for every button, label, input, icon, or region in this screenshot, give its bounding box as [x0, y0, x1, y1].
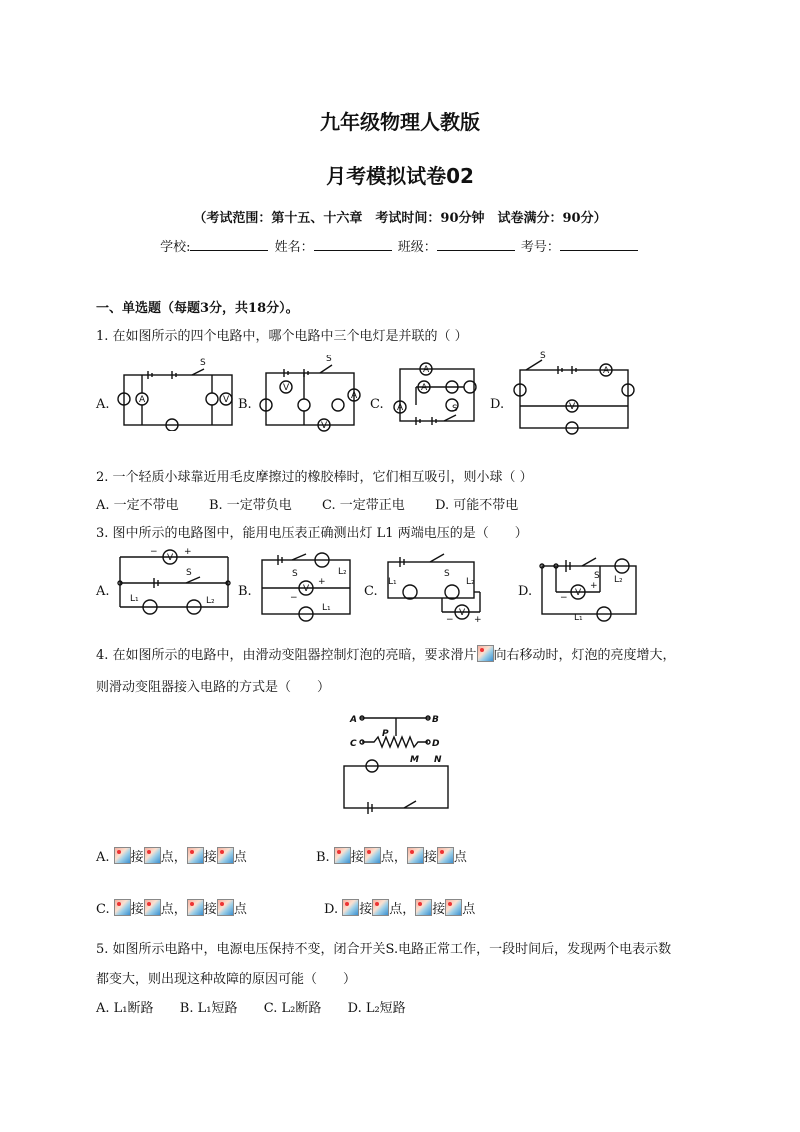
svg-text:V: V: [459, 608, 466, 618]
svg-text:V: V: [569, 402, 576, 412]
q4-stem-part1: 4. 在如图所示的电路中，由滑动变阻器控制灯泡的亮暗，要求滑片: [96, 648, 477, 663]
q2-option-c[interactable]: C. 一定带正电: [322, 498, 405, 513]
svg-text:+: +: [590, 581, 598, 591]
svg-text:S: S: [540, 351, 546, 361]
switch-label: S: [200, 358, 206, 368]
svg-text:V: V: [321, 421, 328, 431]
q1-circuit-b: [254, 355, 364, 435]
q4-stem-line2: 则滑动变阻器接入电路的方式是（ ）: [96, 680, 331, 695]
svg-text:L₁: L₁: [322, 603, 331, 613]
page-title: 九年级物理人教版: [320, 110, 480, 134]
terminal-image: [364, 847, 381, 864]
q1-stem: 1. 在如图所示的四个电路中，哪个电路中三个电灯是并联的（ ）: [96, 329, 468, 344]
q2-options: [96, 494, 518, 513]
terminal-image: [334, 847, 351, 864]
terminal-image: [144, 899, 161, 916]
terminal-image: [187, 899, 204, 916]
terminal-image: [342, 899, 359, 916]
q2-stem: 2. 一个轻质小球靠近用毛皮摩擦过的橡胶棒时，它们相互吸引，则小球（ ）: [96, 470, 533, 485]
q4-option-b[interactable]: B. 接 点， 接 点: [316, 846, 467, 865]
svg-text:+: +: [184, 547, 192, 557]
svg-text:P: P: [382, 729, 389, 739]
slider-p-image: [477, 645, 494, 662]
svg-text:S: S: [292, 569, 298, 579]
q1-circuit-c: [386, 355, 486, 435]
q1-label-b: B.: [238, 397, 252, 412]
q2-option-b[interactable]: B. 一定带负电: [208, 498, 292, 513]
q1-label-a: A.: [96, 397, 110, 412]
svg-text:L₂: L₂: [614, 575, 623, 585]
terminal-image: [217, 847, 234, 864]
q3-label-d: D.: [518, 584, 533, 599]
svg-text:D: D: [432, 739, 440, 749]
svg-text:N: N: [434, 755, 442, 765]
svg-text:A: A: [603, 366, 610, 376]
svg-text:+: +: [474, 615, 482, 624]
number-label: 考号：: [520, 240, 560, 255]
q3-stem: 3. 图中所示的电路图中，能用电压表正确测出灯 L1 两端电压的是（ ）: [96, 526, 528, 541]
svg-text:V: V: [575, 588, 582, 598]
student-info: [0, 236, 800, 255]
terminal-image: [445, 899, 462, 916]
svg-text:−: −: [446, 615, 454, 624]
terminal-image: [144, 847, 161, 864]
section-title: 一、单选题（每题3分，共18分）。: [96, 301, 299, 316]
q4-option-a[interactable]: A. 接 点， 接 点: [96, 846, 247, 865]
svg-text:L₁: L₁: [574, 613, 583, 623]
q5-stem: 5. 如图所示电路中，电源电压保持不变，闭合开关S.电路正常工作，一段时间后，发现两个电表示数: [96, 942, 672, 957]
q3-circuit-d: [534, 548, 646, 628]
q4-stem-part2: 向右移动时，灯泡的亮度增大，: [493, 648, 676, 663]
svg-text:S: S: [186, 568, 192, 578]
svg-text:S: S: [594, 571, 600, 581]
svg-text:−: −: [150, 547, 158, 557]
svg-text:A: A: [350, 715, 357, 725]
q5-option-b[interactable]: B. L₁短路: [179, 1001, 238, 1016]
q5-options: [96, 997, 406, 1016]
q1-circuit-d: [506, 350, 636, 435]
svg-text:A: A: [351, 391, 358, 401]
q3-label-b: B.: [238, 584, 252, 599]
page-subtitle: 月考模拟试卷02: [326, 164, 474, 188]
q4-rheostat-circuit: [336, 706, 466, 818]
svg-text:L₂: L₂: [338, 567, 347, 577]
school-label: 学校:: [160, 240, 191, 255]
svg-text:−: −: [290, 593, 298, 603]
class-blank[interactable]: [437, 237, 515, 251]
q3-circuit-a: [112, 545, 236, 621]
class-label: 班级：: [397, 240, 437, 255]
svg-text:A: A: [139, 395, 146, 405]
q1-circuit-a: [112, 355, 240, 431]
svg-text:S: S: [452, 404, 458, 414]
svg-text:A: A: [397, 403, 404, 413]
q3-circuit-b: [254, 548, 358, 624]
q4-option-c[interactable]: C. 接 点， 接 点: [96, 898, 247, 917]
terminal-image: [415, 899, 432, 916]
svg-text:L₁: L₁: [388, 577, 397, 587]
terminal-image: [217, 899, 234, 916]
svg-text:−: −: [560, 593, 568, 603]
q3-label-c: C.: [364, 584, 378, 599]
svg-text:M: M: [410, 755, 419, 765]
terminal-image: [114, 847, 131, 864]
svg-text:L₁: L₁: [130, 594, 139, 604]
terminal-image: [372, 899, 389, 916]
svg-text:A: A: [421, 383, 428, 393]
q4-option-d[interactable]: D. 接 点， 接 点: [324, 898, 475, 917]
exam-scope: （考试范围：第十五、十六章 考试时间：90分钟 试卷满分：90分）: [193, 211, 607, 226]
svg-text:V: V: [303, 584, 310, 594]
q5-option-a[interactable]: A. L₁断路: [96, 1001, 154, 1016]
svg-text:S: S: [326, 355, 332, 364]
svg-text:A: A: [423, 365, 430, 375]
q2-option-a[interactable]: A. 一定不带电: [96, 498, 179, 513]
q1-label-c: C.: [370, 397, 384, 412]
school-blank[interactable]: [190, 237, 268, 251]
q3-circuit-c: [380, 548, 492, 624]
svg-text:V: V: [283, 383, 290, 393]
terminal-image: [187, 847, 204, 864]
q2-option-d[interactable]: D. 可能不带电: [435, 498, 519, 513]
number-blank[interactable]: [560, 237, 638, 251]
svg-text:C: C: [350, 739, 357, 749]
q4-stem: [96, 644, 676, 663]
svg-text:V: V: [223, 395, 230, 405]
svg-text:S: S: [444, 569, 450, 579]
svg-text:+: +: [318, 577, 326, 587]
q1-label-d: D.: [490, 397, 505, 412]
name-label: 姓名：: [274, 240, 314, 255]
q5-option-d[interactable]: D. L₂短路: [347, 1001, 406, 1016]
svg-text:B: B: [432, 715, 439, 725]
svg-text:L₂: L₂: [206, 596, 215, 606]
q5-option-c[interactable]: C. L₂断路: [263, 1001, 322, 1016]
q5-stem-line2: 都变大，则出现这种故障的原因可能（ ）: [96, 972, 357, 987]
name-blank[interactable]: [314, 237, 392, 251]
terminal-image: [437, 847, 454, 864]
terminal-image: [407, 847, 424, 864]
q3-label-a: A.: [96, 584, 110, 599]
svg-text:L₂: L₂: [466, 577, 475, 587]
terminal-image: [114, 899, 131, 916]
svg-text:V: V: [167, 553, 174, 563]
